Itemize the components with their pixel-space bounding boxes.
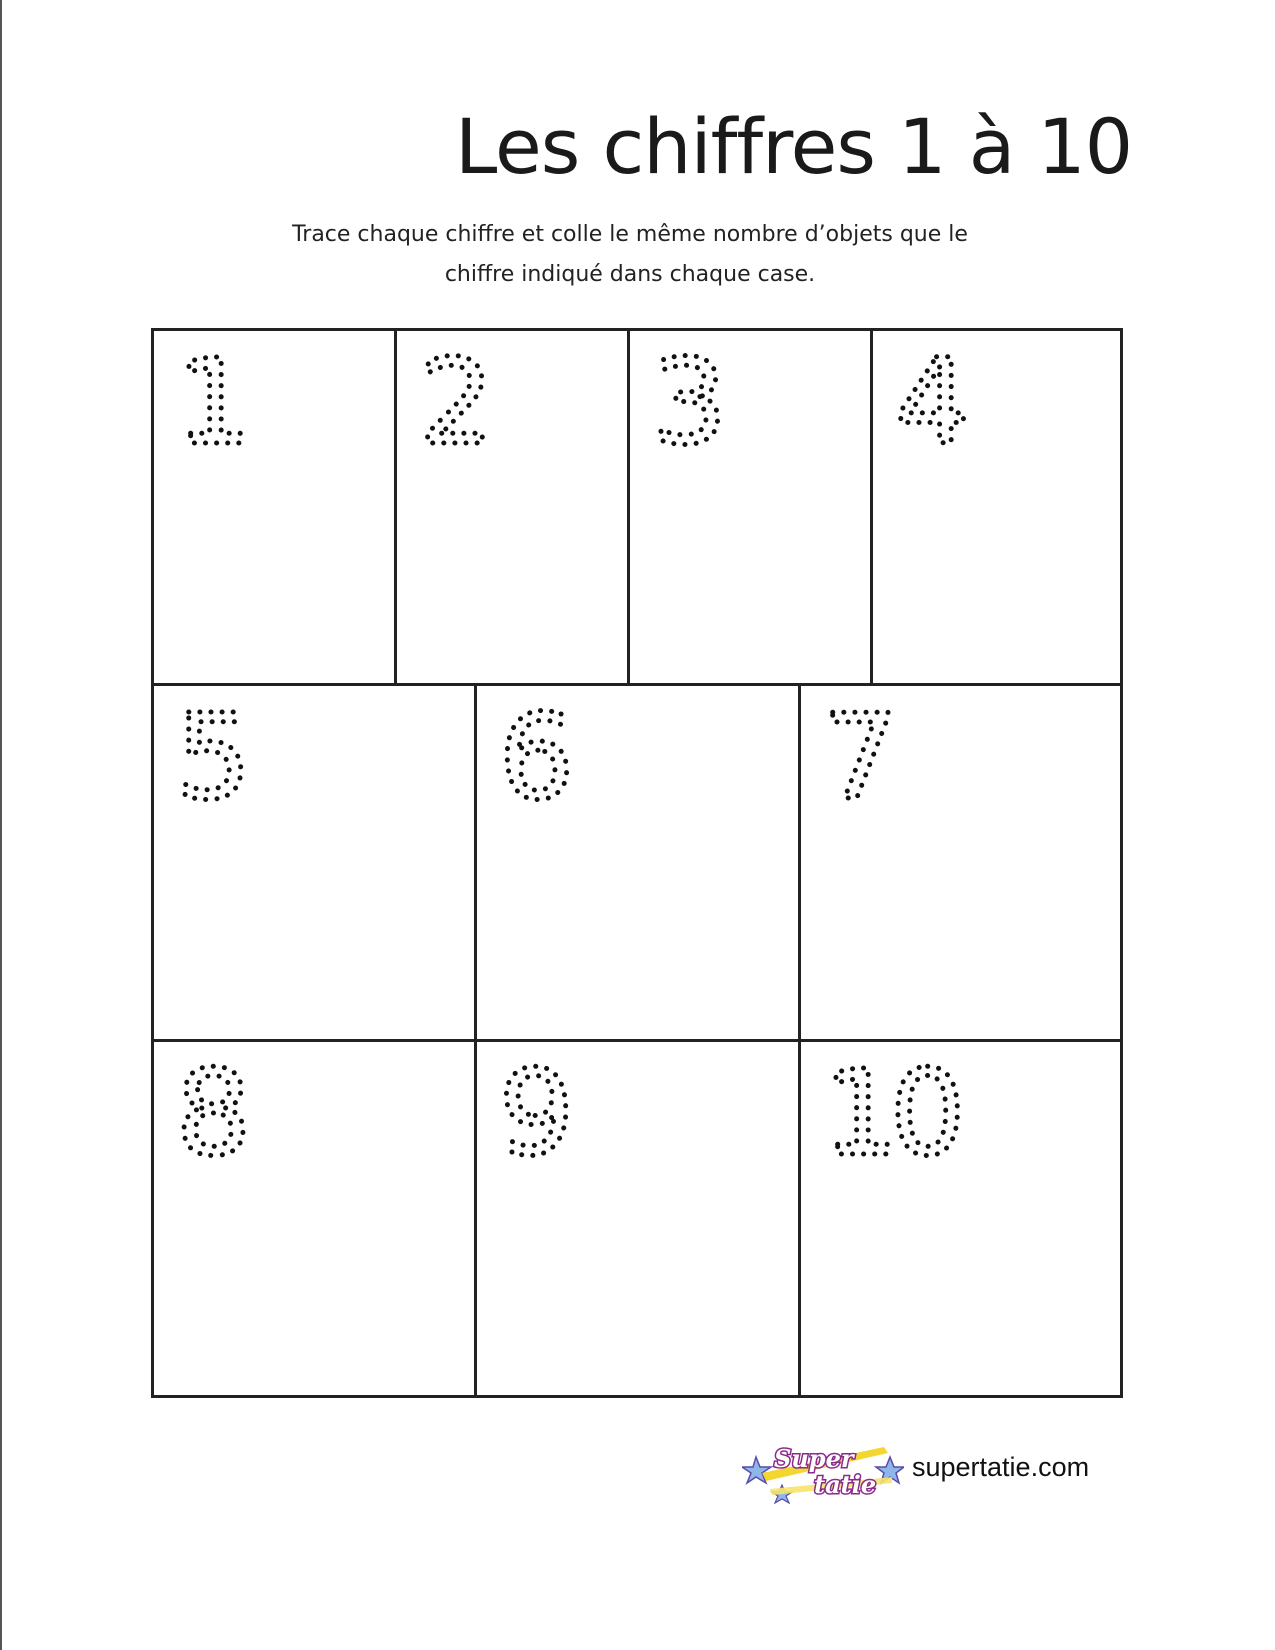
- box-5[interactable]: [154, 686, 477, 1039]
- logo-word-super: Super: [774, 1444, 854, 1473]
- dotted-digit-text: 9: [499, 1044, 567, 1182]
- dotted-digit-1: [154, 331, 397, 681]
- dotted-digit-4: [873, 331, 1120, 681]
- supertatie-logo[interactable]: [742, 1437, 904, 1507]
- dotted-digit-9: [477, 1042, 801, 1392]
- grid-row-3: [154, 1042, 1120, 1395]
- dotted-digit-2: [397, 331, 630, 681]
- dotted-digit-8: [154, 1042, 477, 1392]
- box-8[interactable]: [154, 1042, 477, 1395]
- dotted-digit-10: [801, 1042, 1120, 1392]
- website-link[interactable]: supertatie.com: [912, 1452, 1090, 1482]
- instructions-line-1: Trace chaque chiffre et colle le même nombre d’objets que le: [292, 222, 968, 247]
- grid-row-2: [154, 686, 1120, 1042]
- box-2[interactable]: [397, 331, 630, 683]
- grid-row-1: [154, 331, 1120, 686]
- dotted-digit-text: 2: [419, 333, 487, 471]
- dotted-digit-text: 6: [499, 688, 567, 826]
- dotted-digit-text: 1: [176, 333, 244, 471]
- instructions-line-2: chiffre indiqué dans chaque case.: [444, 262, 816, 287]
- dotted-digit-text: 10: [823, 1044, 958, 1182]
- box-9[interactable]: [477, 1042, 801, 1395]
- page-left-edge: [0, 0, 2, 1650]
- box-3[interactable]: [630, 331, 873, 683]
- logo-word-tatie: tatie: [814, 1470, 877, 1499]
- dotted-digit-text: 4: [895, 333, 963, 471]
- dotted-digit-7: [801, 686, 1120, 1036]
- box-1[interactable]: [154, 331, 397, 683]
- page-title: Les chiffres 1 à 10: [455, 102, 1133, 191]
- box-4[interactable]: [873, 331, 1120, 683]
- dotted-digit-5: [154, 686, 477, 1036]
- dotted-digit-3: [630, 331, 873, 681]
- dotted-digit-6: [477, 686, 801, 1036]
- dotted-digit-text: 7: [823, 688, 891, 826]
- box-7[interactable]: [801, 686, 1120, 1039]
- dotted-digit-text: 5: [176, 688, 244, 826]
- dotted-digit-text: 8: [176, 1044, 244, 1182]
- box-10[interactable]: [801, 1042, 1120, 1395]
- tracing-grid: [151, 328, 1123, 1398]
- dotted-digit-text: 3: [652, 333, 720, 471]
- box-6[interactable]: [477, 686, 801, 1039]
